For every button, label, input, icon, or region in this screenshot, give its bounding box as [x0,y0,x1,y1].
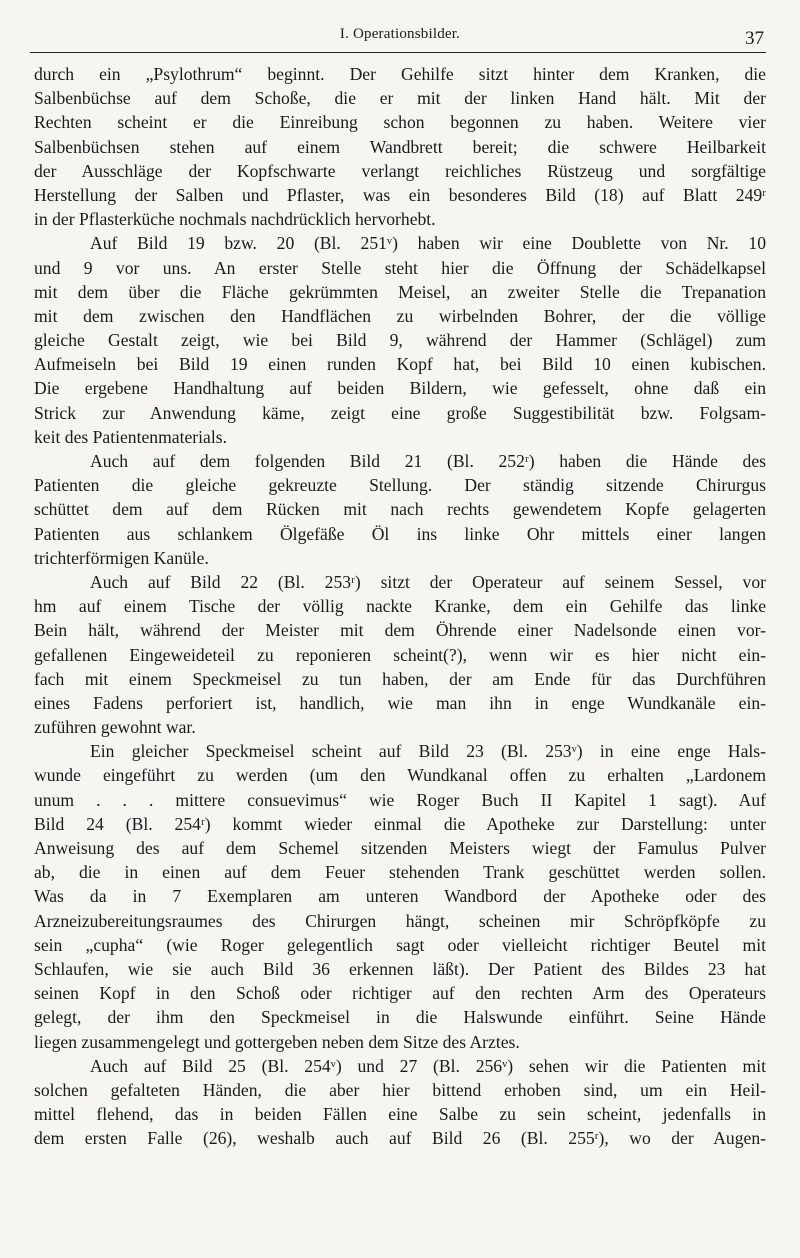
text-line: Salbenbüchsen stehen auf einem Wandbrett bereit; die schwere Heilbarkeit [34,136,766,157]
text-line: mit dem über die Fläche gekrümmten Meisel, an zweiter Stelle die Trepanation [34,281,766,302]
text-line: Was da in 7 Exemplaren am unteren Wandbord der Apotheke oder des [34,886,766,907]
body-text [34,62,766,1150]
text-line: eines Fadens perforiert ist, handlich, wie man ihn in enge Wundkanäle ein- [34,692,766,713]
text-line: solchen gefalteten Händen, die aber hier bittend erhoben sind, um ein Heil- [34,1079,766,1100]
text-line: der Ausschläge der Kopfschwarte verlangt reichliches Rüstzeug und sorgfältige [34,160,766,181]
text-line: fach mit einem Speckmeisel zu tun haben, der am Ende für das Durchführen [34,668,766,689]
page-header [30,26,770,52]
text-line: Strick zur Anwendung käme, zeigt eine große Suggestibilität bzw. Folgsam- [34,402,766,423]
text-line: zuführen gewohnt war. [34,717,196,738]
text-line: Auch auf Bild 25 (Bl. 254ᵛ) und 27 (Bl. 256ᵛ) sehen wir die Patienten mit [90,1055,766,1076]
text-line: Arzneizubereitungsraumes des Chirurgen hängt, scheinen mir Schröpfköpfe zu [34,910,766,931]
text-line: Ein gleicher Speckmeisel scheint auf Bild 23 (Bl. 253ᵛ) in eine enge Hals- [90,741,766,762]
text-line: liegen zusammengelegt und gottergeben neben dem Sitze des Arztes. [34,1031,520,1052]
text-line: mit dem zwischen den Handflächen zu wirbelnden Bohrer, der die völlige [34,305,766,326]
text-line: Patienten aus schlankem Ölgefäße Öl ins linke Ohr mittels einer langen [34,523,766,544]
text-line: seinen Kopf in den Schoß oder richtiger auf den rechten Arm des Operateurs [34,983,766,1004]
text-line: Auch auf dem folgenden Bild 21 (Bl. 252ʳ) haben die Hände des [90,451,766,471]
text-line: gefallenen Eingeweideteil zu reponieren scheint(?), wenn wir es hier nicht ein- [34,644,766,665]
text-line: in der Pflasterküche nochmals nachdrücklich hervorhebt. [34,209,436,230]
text-line: hm auf einem Tische der völlig nackte Kranke, dem ein Gehilfe das linke [34,596,766,617]
text-line: mittel flehend, das in beiden Fällen eine Salbe zu sein scheint, jedenfalls in [34,1104,766,1125]
running-head: I. Operationsbilder. [339,26,461,42]
text-line: Aufmeiseln bei Bild 19 einen runden Kopf hat, bei Bild 10 einen kubischen. [34,354,766,375]
text-line: Herstellung der Salben und Pflaster, was ein besonderes Bild (18) auf Blatt 249ʳ [34,184,766,205]
text-line: Auch auf Bild 22 (Bl. 253ʳ) sitzt der Operateur auf seinem Sessel, vor [90,571,766,592]
text-line: ab, die in einen auf dem Feuer stehenden Trank geschüttet werden sollen. [34,862,766,883]
header-rule [30,52,766,53]
text-line: gleiche Gestalt zeigt, wie bei Bild 9, während der Hammer (Schlägel) zum [34,330,766,351]
text-line: gelegt, der ihm den Speckmeisel in die Halswunde einführt. Seine Hände [34,1007,766,1028]
text-line: Schlaufen, wie sie auch Bild 36 erkennen läßt). Der Patient des Bildes 23 hat [34,958,766,979]
text-line: trichterförmigen Kanüle. [34,547,209,568]
text-line: Die ergebene Handhaltung auf beiden Bildern, wie gefesselt, ohne daß ein [34,378,766,399]
text-line: Bild 24 (Bl. 254ʳ) kommt wieder einmal die Apotheke zur Darstellung: unter [34,813,766,834]
text-line: Bein hält, während der Meister mit dem Öhrende einer Nadelsonde einen vor- [34,620,766,641]
text-line: keit des Patientenmaterials. [34,426,227,447]
text-line: dem ersten Falle (26), weshalb auch auf Bild 26 (Bl. 255ʳ), wo der Augen- [34,1128,766,1149]
text-line: durch ein „Psylothrum“ beginnt. Der Gehilfe sitzt hinter dem Kranken, die [34,64,766,84]
page-number: 37 [745,28,764,49]
text-line: schüttet dem auf dem Rücken mit nach rechts gewendetem Kopfe gelagerten [34,499,766,520]
text-line: Salbenbüchse auf dem Schoße, die er mit der linken Hand hält. Mit der [34,88,766,109]
text-line: Auf Bild 19 bzw. 20 (Bl. 251ᵛ) haben wir eine Doublette von Nr. 10 [90,233,766,254]
text-line: und 9 vor uns. An erster Stelle steht hier die Öffnung der Schädelkapsel [34,257,766,278]
text-line: wunde eingeführt zu werden (um den Wundkanal offen zu erhalten „Lardonem [34,765,766,786]
text-line: Patienten die gleiche gekreuzte Stellung. Der ständig sitzende Chirurgus [34,475,766,496]
text-line: Rechten scheint er die Einreibung schon begonnen zu haben. Weitere vier [34,112,766,133]
text-line: sein „cupha“ (wie Roger gelegentlich sagt oder vielleicht richtiger Beutel mit [34,934,766,955]
text-line: unum . . . mittere consuevimus“ wie Roger Buch II Kapitel 1 sagt). Auf [34,789,766,810]
text-line: Anweisung des auf dem Schemel sitzenden Meisters wiegt der Famulus Pulver [34,838,766,858]
